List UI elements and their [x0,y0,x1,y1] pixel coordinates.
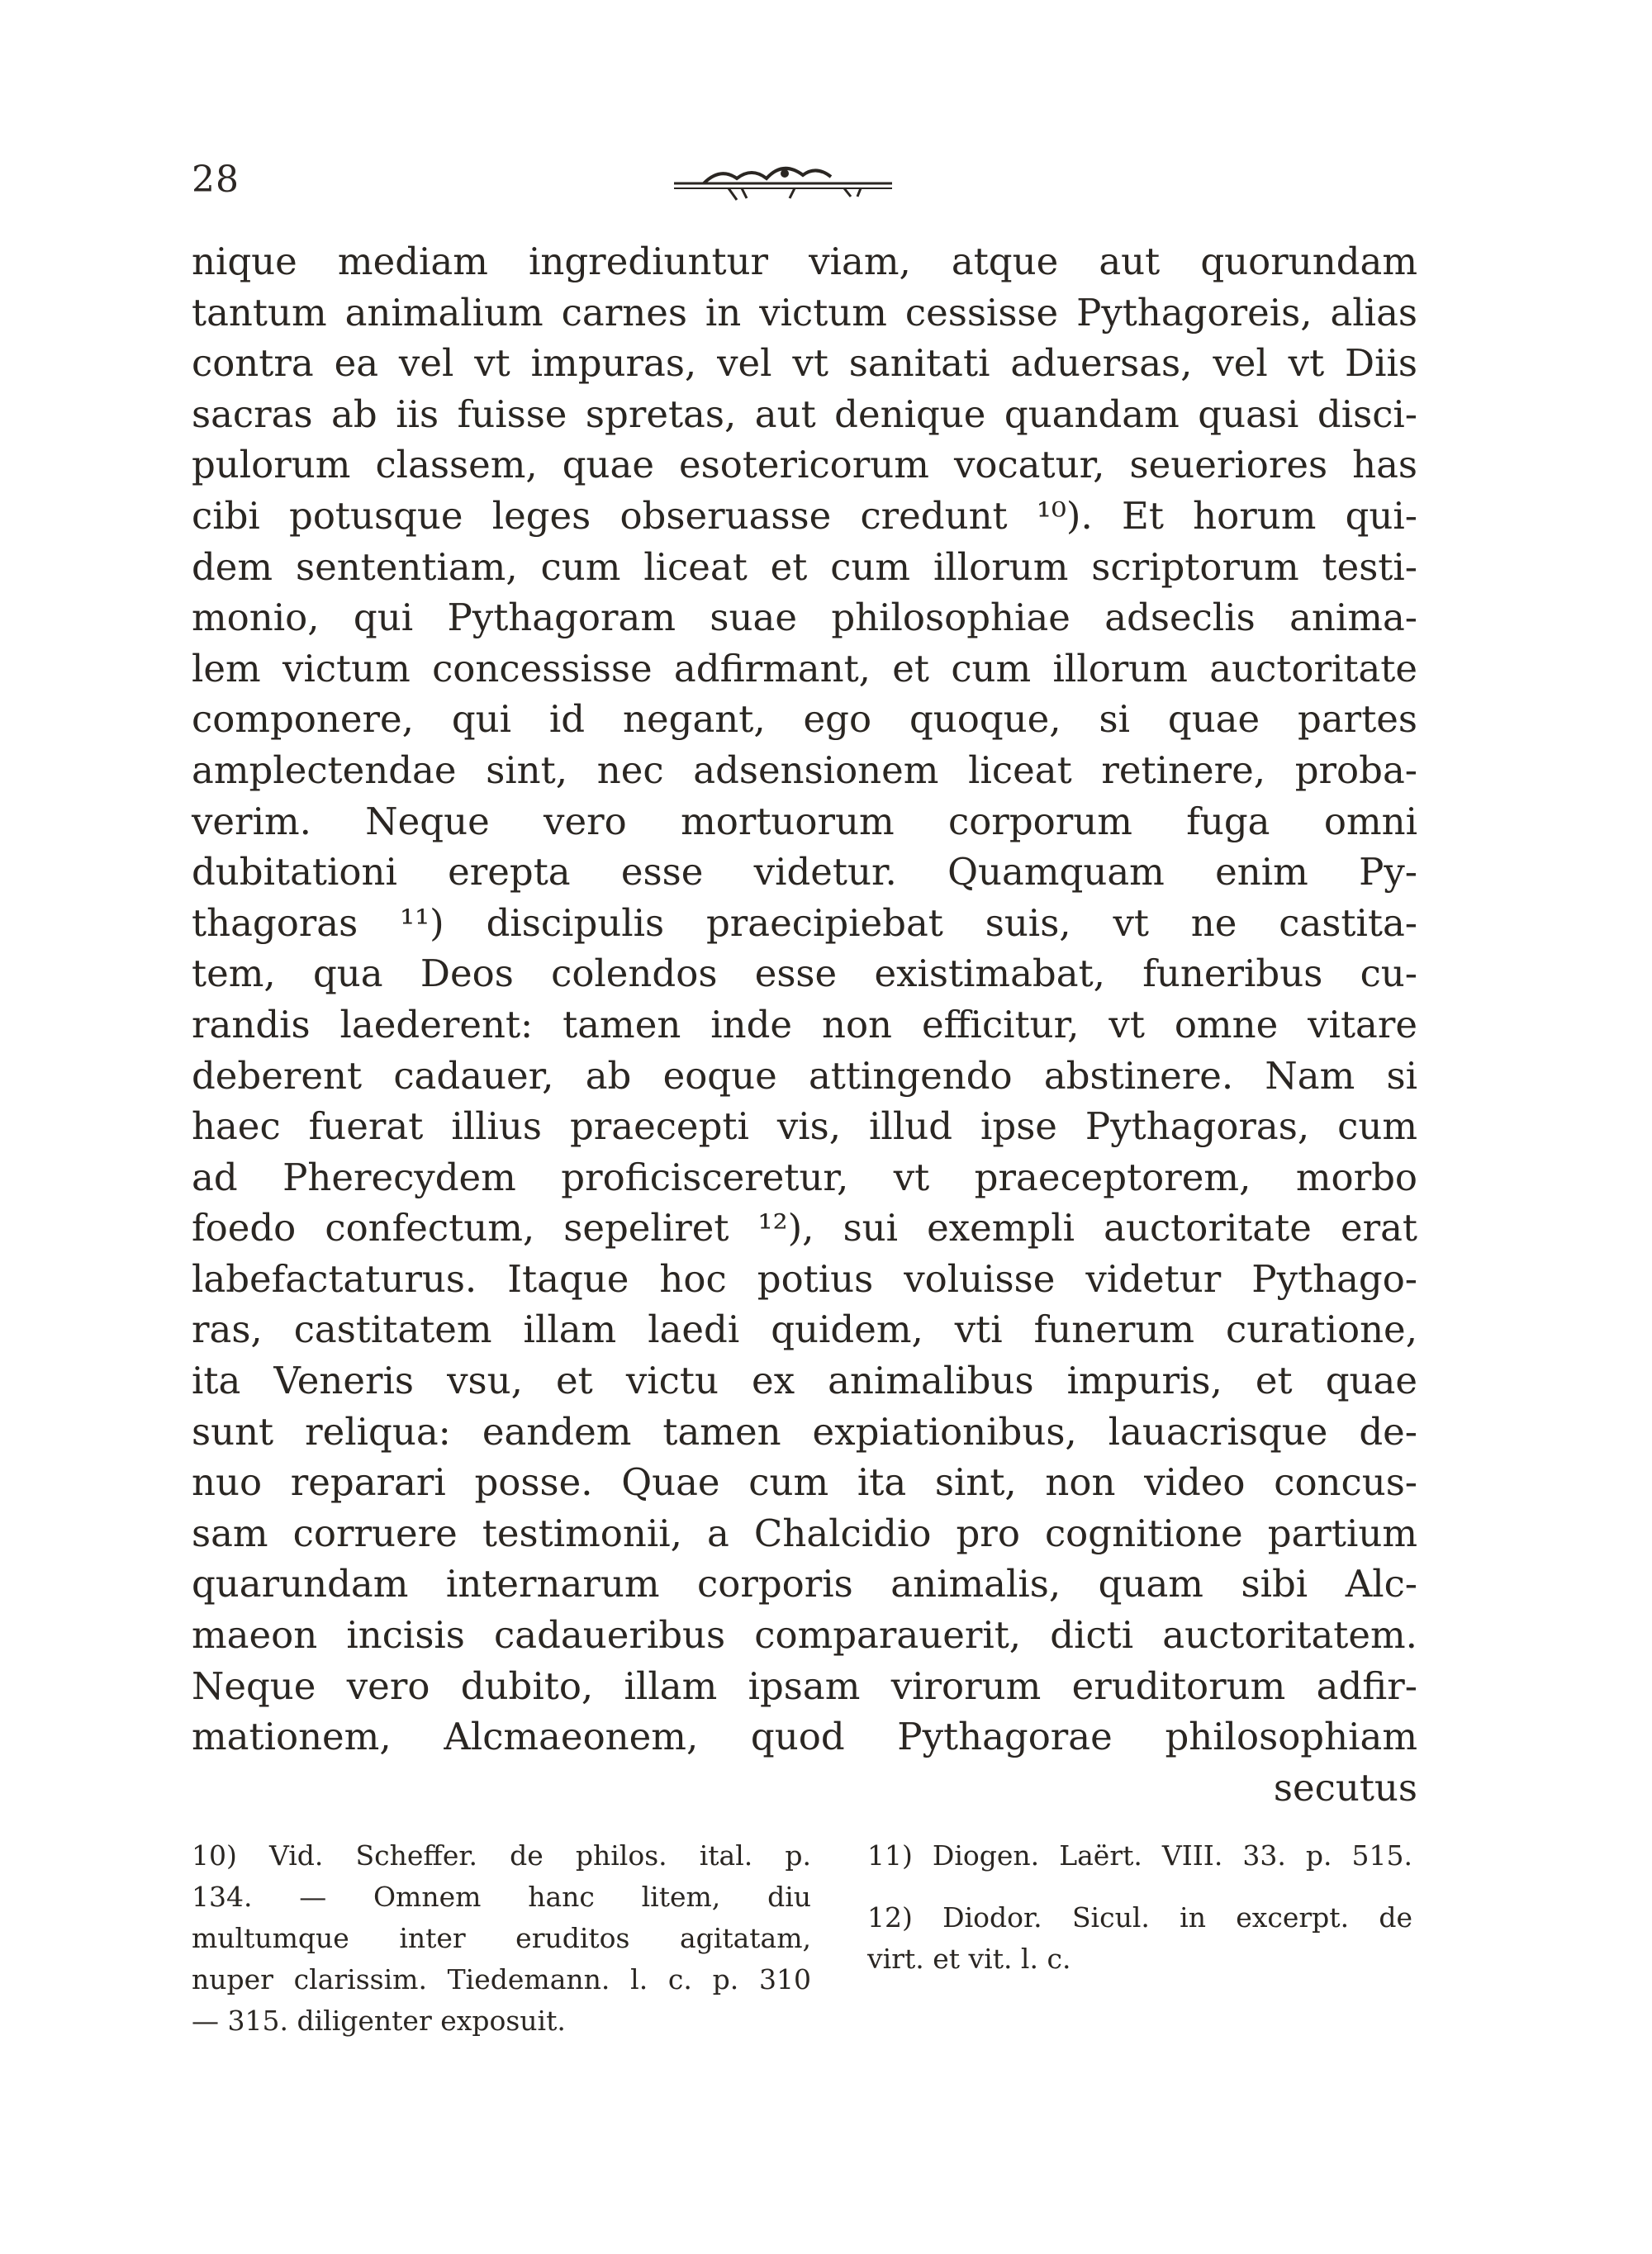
text-line: cibi potusque leges obseruasse credunt ¹⁰). Et horum qui- [192,493,1417,538]
footnotes-right-column [867,1835,1412,1980]
text-line: componere, qui id negant, ego quoque, si quae partes [192,697,1417,742]
main-text-block [192,236,1417,1813]
footnote-line: multumque inter eruditos agitatam, [192,1922,811,1954]
text-line: lem victum concessisse adfirmant, et cum illorum auctoritate [192,646,1417,690]
text-line: ras, castitatem illam laedi quidem, vti funerum curatione, [192,1307,1417,1352]
text-line: tem, qua Deos colendos esse existimabat, funeribus cu- [192,951,1417,996]
footnote-spacer [867,1877,1412,1897]
text-line: amplectendae sint, nec adsensionem liceat retinere, proba- [192,747,1417,792]
text-line: pulorum classem, quae esotericorum vocatur, seueriores has [192,443,1417,487]
footnote-line: 11) Diogen. Laërt. VIII. 33. p. 515. [867,1839,1412,1872]
text-line: dem sententiam, cum liceat et cum illorum scriptorum testi- [192,544,1417,589]
page-number: 28 [192,159,240,201]
text-line: randis laederent: tamen inde non efficitur, vt omne vitare [192,1002,1417,1046]
footnotes-left-column [192,1835,811,2042]
ornament-rule-icon [671,159,895,203]
footnote-line: 10) Vid. Scheffer. de philos. ital. p. [192,1839,811,1872]
text-line: tantum animalium carnes in victum cessisse Pythagoreis, alias [192,290,1417,335]
text-line: deberent cadauer, ab eoque attingendo abstinere. Nam si [192,1053,1417,1098]
text-line: sunt reliqua: eandem tamen expiationibus, lauacrisque de- [192,1409,1417,1454]
text-line: sacras ab iis fuisse spretas, aut denique quandam quasi disci- [192,391,1417,436]
text-line: contra ea vel vt impuras, vel vt sanitati aduersas, vel vt Diis [192,341,1417,386]
text-line: ad Pherecydem proficisceretur, vt praeceptorem, morbo [192,1155,1417,1199]
text-line: sam corruere testimonii, a Chalcidio pro cognitione partium [192,1511,1417,1555]
text-line: maeon incisis cadaueribus comparauerit, dicti auctoritatem. [192,1613,1417,1658]
catchword: secutus [1273,1765,1417,1810]
text-line: mationem, Alcmaeonem, quod Pythagorae philosophiam [192,1715,1417,1759]
text-line: Neque vero dubito, illam ipsam virorum eruditorum adfir- [192,1663,1417,1708]
text-line: monio, qui Pythagoram suae philosophiae adseclis anima- [192,596,1417,640]
text-line: verim. Neque vero mortuorum corporum fuga omni [192,799,1417,843]
text-line: dubitationi erepta esse videtur. Quamquam enim Py- [192,850,1417,894]
text-line: haec fuerat illius praecepti vis, illud ipse Pythagoras, cum [192,1104,1417,1149]
text-line: ita Veneris vsu, et victu ex animalibus impuris, et quae [192,1359,1417,1403]
text-line: nique mediam ingrediuntur viam, atque aut quorundam [192,240,1417,283]
footnote-line: 134. — Omnem hanc litem, diu [192,1881,811,1913]
footnote-line: 12) Diodor. Sicul. in excerpt. de [867,1901,1412,1934]
footnote-line: nuper clarissim. Tiedemann. l. c. p. 310 [192,1963,811,1995]
text-line: labefactaturus. Itaque hoc potius voluisse videtur Pythago- [192,1256,1417,1301]
text-line: thagoras ¹¹) discipulis praecipiebat suis, vt ne castita- [192,900,1417,945]
text-line: foedo confectum, sepeliret ¹²), sui exempli auctoritate erat [192,1206,1417,1250]
footnote-line: — 315. diligenter exposuit. [192,2005,566,2037]
footnote-line: virt. et vit. l. c. [867,1943,1071,1975]
text-line: quarundam internarum corporis animalis, quam sibi Alc- [192,1562,1417,1606]
text-line: nuo reparari posse. Quae cum ita sint, non video concus- [192,1460,1417,1505]
